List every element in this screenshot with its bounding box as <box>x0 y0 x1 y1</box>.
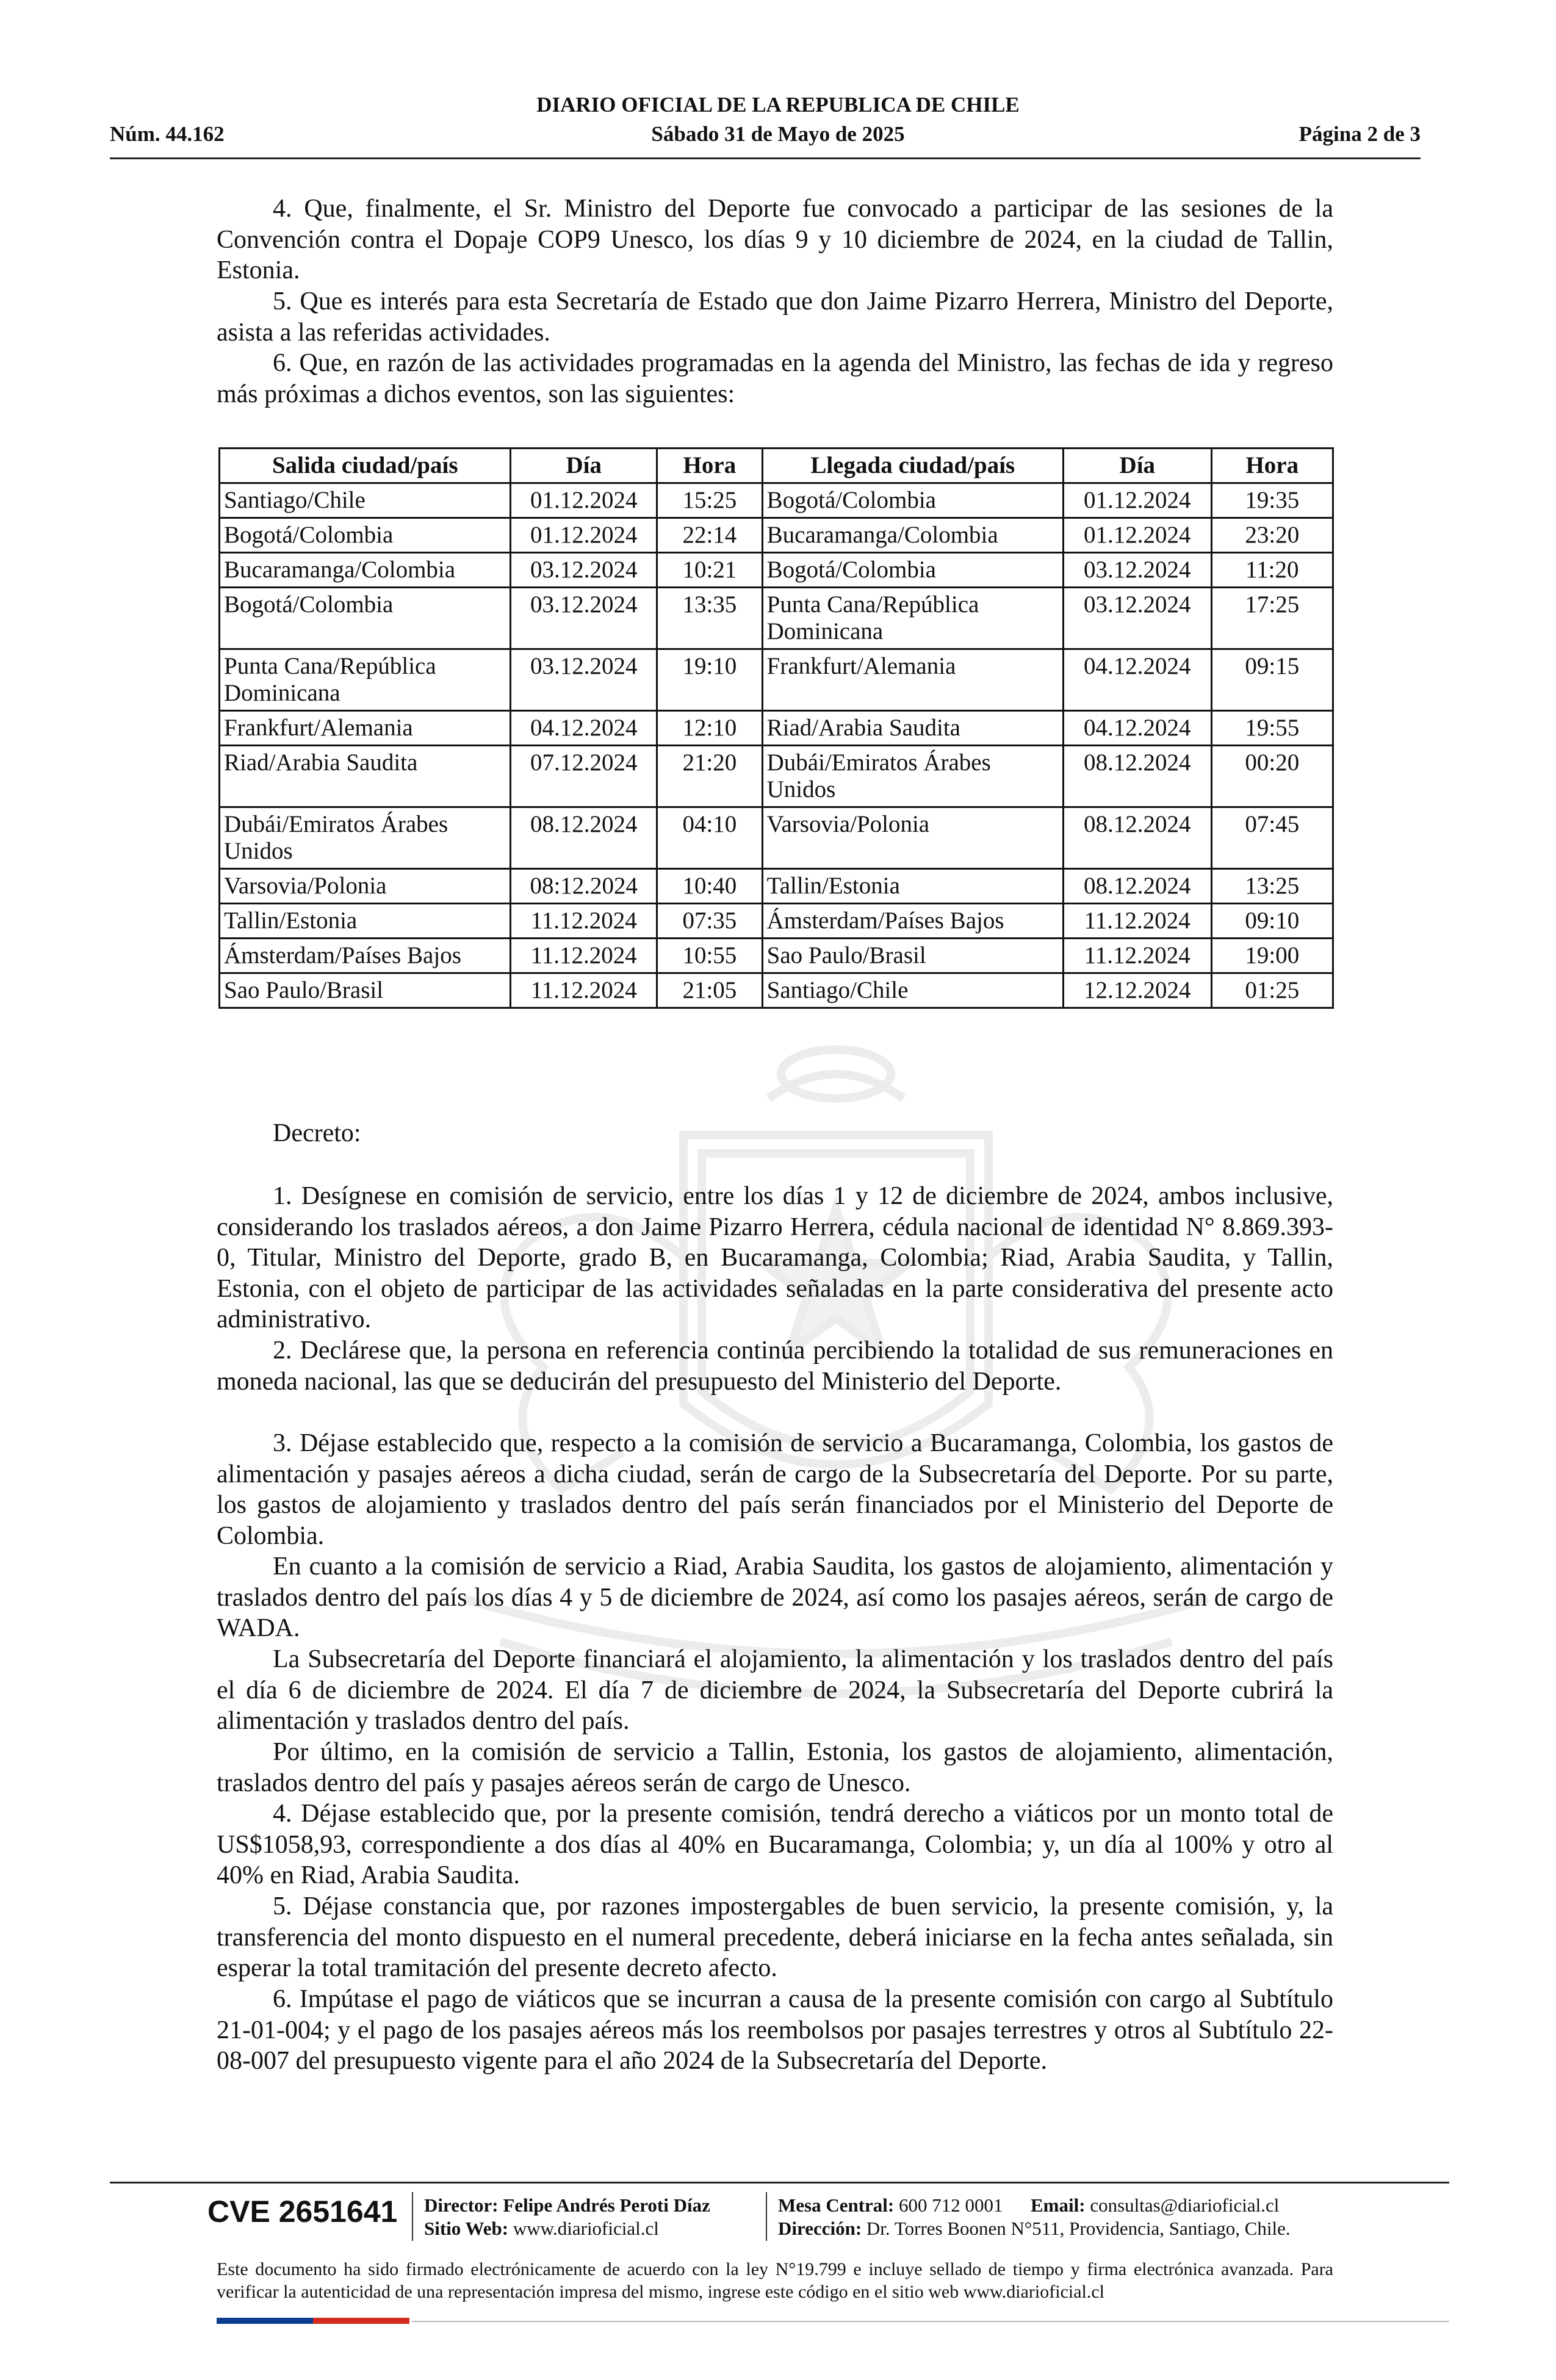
table-row <box>220 588 1333 649</box>
arrival-day: 08.12.2024 <box>1063 869 1211 904</box>
footer-separator <box>766 2192 767 2241</box>
arrival-city: Frankfurt/Alemania <box>762 649 1063 711</box>
departure-city: Santiago/Chile <box>220 483 511 518</box>
arrival-time: 09:10 <box>1211 904 1333 939</box>
arrival-city: Ámsterdam/Países Bajos <box>762 904 1063 939</box>
arrival-time: 09:15 <box>1211 649 1333 711</box>
departure-day: 03.12.2024 <box>511 649 657 711</box>
departure-time: 19:10 <box>657 649 763 711</box>
departure-day: 04.12.2024 <box>511 711 657 746</box>
departure-day: 11.12.2024 <box>511 939 657 973</box>
departure-day: 11.12.2024 <box>511 904 657 939</box>
departure-time: 13:35 <box>657 588 763 649</box>
departure-city: Varsovia/Polonia <box>220 869 511 904</box>
arrival-time: 13:25 <box>1211 869 1333 904</box>
gazette-title: DIARIO OFICIAL DE LA REPUBLICA DE CHILE <box>536 93 1020 117</box>
departure-time: 15:25 <box>657 483 763 518</box>
departure-city: Frankfurt/Alemania <box>220 711 511 746</box>
arrival-time: 07:45 <box>1211 807 1333 869</box>
paragraph-considerando-6: 6. Que, en razón de las actividades programadas en la agenda del Ministro, las fechas de ida y regreso más próximas a dichos eventos, son las siguientes: <box>217 349 1333 408</box>
paragraph-decreto-3-riad: En cuanto a la comisión de servicio a Riad, Arabia Saudita, los gastos de alojamiento, alimentación y traslados dentro del país los días 4 y 5 de diciembre de 2024, así como los pasajes aéreos, serán de cargo de WADA. <box>217 1552 1333 1642</box>
table-header-row <box>220 449 1333 483</box>
table-row <box>220 711 1333 746</box>
departure-time: 04:10 <box>657 807 763 869</box>
arrival-day: 08.12.2024 <box>1063 746 1211 807</box>
arrival-city: Bogotá/Colombia <box>762 553 1063 588</box>
email-label: Email: <box>1031 2194 1086 2216</box>
table-row <box>220 518 1333 553</box>
header-divider <box>110 157 1421 159</box>
website-link[interactable]: www.diarioficial.cl <box>513 2218 659 2239</box>
paragraph-considerando-4: 4. Que, finalmente, el Sr. Ministro del Deporte fue convocado a participar de las sesiones de la Convención contra el Dopaje COP9 Unesco, los días 9 y 10 diciembre de 2024, en la ciudad de Tallin, Estonia. <box>217 195 1333 284</box>
arrival-time: 19:35 <box>1211 483 1333 518</box>
arrival-day: 11.12.2024 <box>1063 904 1211 939</box>
header-arrival-city: Llegada ciudad/país <box>762 449 1063 483</box>
decreto-heading: Decreto: <box>273 1119 361 1147</box>
paragraph-decreto-4: 4. Déjase establecido que, por la presente comisión, tendrá derecho a viáticos por un monto total de US$1058,93, correspondiente a dos días al 40% en Bucaramanga, Colombia; y, un día al 100% y otro al 40% en Riad, Arabia Saudita. <box>217 1800 1333 1889</box>
arrival-day: 04.12.2024 <box>1063 711 1211 746</box>
paragraph-decreto-1: 1. Desígnese en comisión de servicio, entre los días 1 y 12 de diciembre de 2024, ambos inclusive, considerando los traslados aéreos, a don Jaime Pizarro Herrera, cédula nacional de identidad N° 8.869.393-0, Titular, Ministro del Deporte, grado B, en Bucaramanga, Colombia; Riad, Arabia Saudita, y Tallin, Estonia, con el objeto de participar de las actividades señaladas en la parte considerativa del presente acto administrativo. <box>217 1182 1333 1333</box>
paragraph-decreto-5: 5. Déjase constancia que, por razones impostergables de buen servicio, la presente comisión, y, la transferencia del monto dispuesto en el numeral precedente, deberá iniciarse en la fecha antes señalada, sin esperar la total tramitación del presente decreto afecto. <box>217 1892 1333 1982</box>
arrival-city: Dubái/Emiratos Árabes Unidos <box>762 746 1063 807</box>
table-row <box>220 483 1333 518</box>
paragraph-decreto-3-subsecretaria: La Subsecretaría del Deporte financiará el alojamiento, la alimentación y los traslados dentro del país el día 6 de diciembre de 2024. El día 7 de diciembre de 2024, la Subsecretaría del Deporte cubrirá la alimentación y traslados dentro del país. <box>217 1645 1333 1735</box>
signature-note: Este documento ha sido firmado electrónicamente de acuerdo con la ley N°19.799 e incluye sellado de tiempo y firma electrónica avanzada. Para verificar la autenticidad de una representación impresa del mismo, ingrese este código en el sitio web www.diarioficial.cl <box>217 2259 1333 2302</box>
arrival-time: 19:55 <box>1211 711 1333 746</box>
paragraph-decreto-6: 6. Impútase el pago de viáticos que se incurran a causa de la presente comisión con cargo al Subtítulo 21-01-004; y el pago de los pasajes aéreos más los reembolsos por pasajes terrestres y otros al Subtítulo 22-08-007 del presupuesto vigente para el año 2024 de la Subsecretaría del Deporte. <box>217 1985 1333 2075</box>
issue-date: Sábado 31 de Mayo de 2025 <box>651 122 905 146</box>
mesa-phone: 600 712 0001 <box>899 2194 1003 2216</box>
departure-day: 08:12.2024 <box>511 869 657 904</box>
departure-time: 22:14 <box>657 518 763 553</box>
departure-time: 12:10 <box>657 711 763 746</box>
email-link[interactable]: consultas@diarioficial.cl <box>1090 2194 1280 2216</box>
arrival-day: 01.12.2024 <box>1063 483 1211 518</box>
arrival-city: Punta Cana/República Dominicana <box>762 588 1063 649</box>
header-departure-time: Hora <box>657 449 763 483</box>
arrival-time: 00:20 <box>1211 746 1333 807</box>
departure-time: 10:55 <box>657 939 763 973</box>
departure-day: 07.12.2024 <box>511 746 657 807</box>
departure-city: Bucaramanga/Colombia <box>220 553 511 588</box>
arrival-time: 01:25 <box>1211 973 1333 1008</box>
departure-city: Riad/Arabia Saudita <box>220 746 511 807</box>
header-arrival-day: Día <box>1063 449 1211 483</box>
departure-day: 03.12.2024 <box>511 553 657 588</box>
departure-time: 10:21 <box>657 553 763 588</box>
footer-separator <box>412 2192 413 2241</box>
director-label: Director: <box>424 2194 499 2216</box>
mesa-label: Mesa Central: <box>778 2194 895 2216</box>
arrival-day: 03.12.2024 <box>1063 553 1211 588</box>
header-departure-day: Día <box>511 449 657 483</box>
arrival-city: Bogotá/Colombia <box>762 483 1063 518</box>
cve-code: CVE 2651641 <box>207 2194 398 2229</box>
paragraph-decreto-3-tallin: Por último, en la comisión de servicio a Tallin, Estonia, los gastos de alojamiento, alimentación, traslados dentro del país y pasajes aéreos serán de cargo de Unesco. <box>217 1738 1333 1797</box>
arrival-day: 04.12.2024 <box>1063 649 1211 711</box>
departure-city: Bogotá/Colombia <box>220 518 511 553</box>
table-row <box>220 904 1333 939</box>
flag-bar-blue <box>217 2318 313 2324</box>
table-row <box>220 807 1333 869</box>
table-row <box>220 746 1333 807</box>
website-label: Sitio Web: <box>424 2218 509 2239</box>
arrival-city: Santiago/Chile <box>762 973 1063 1008</box>
departure-day: 01.12.2024 <box>511 518 657 553</box>
departure-time: 07:35 <box>657 904 763 939</box>
paragraph-decreto-2: 2. Declárese que, la persona en referencia continúa percibiendo la totalidad de sus remuneraciones en moneda nacional, las que se deducirán del presupuesto del Ministerio del Deporte. <box>217 1336 1333 1396</box>
table-row <box>220 869 1333 904</box>
footer-website <box>424 2217 659 2240</box>
arrival-time: 11:20 <box>1211 553 1333 588</box>
arrival-time: 17:25 <box>1211 588 1333 649</box>
arrival-city: Varsovia/Polonia <box>762 807 1063 869</box>
itinerary-table <box>218 447 1334 1009</box>
arrival-day: 08.12.2024 <box>1063 807 1211 869</box>
director-name: Felipe Andrés Peroti Díaz <box>503 2194 710 2216</box>
flag-bar-red <box>313 2318 409 2324</box>
departure-city: Tallin/Estonia <box>220 904 511 939</box>
departure-day: 11.12.2024 <box>511 973 657 1008</box>
departure-day: 03.12.2024 <box>511 588 657 649</box>
departure-time: 21:20 <box>657 746 763 807</box>
departure-time: 21:05 <box>657 973 763 1008</box>
departure-time: 10:40 <box>657 869 763 904</box>
departure-city: Ámsterdam/Países Bajos <box>220 939 511 973</box>
departure-day: 08.12.2024 <box>511 807 657 869</box>
arrival-day: 11.12.2024 <box>1063 939 1211 973</box>
paragraph-decreto-3: 3. Déjase establecido que, respecto a la comisión de servicio a Bucaramanga, Colombia, los gastos de alimentación y pasajes aéreos a dicha ciudad, serán de cargo de la Subsecretaría del Deporte. Por su parte, los gastos de alojamiento y traslados dentro del país serán financiados por el Ministerio del Deporte de Colombia. <box>217 1429 1333 1550</box>
table-row <box>220 649 1333 711</box>
arrival-time: 19:00 <box>1211 939 1333 973</box>
departure-day: 01.12.2024 <box>511 483 657 518</box>
footer-address <box>778 2217 1291 2240</box>
table-row <box>220 939 1333 973</box>
arrival-city: Tallin/Estonia <box>762 869 1063 904</box>
header-arrival-time: Hora <box>1211 449 1333 483</box>
arrival-city: Bucaramanga/Colombia <box>762 518 1063 553</box>
page-number: Página 2 de 3 <box>1298 122 1421 146</box>
footer-director <box>424 2194 710 2217</box>
arrival-city: Sao Paulo/Brasil <box>762 939 1063 973</box>
arrival-day: 12.12.2024 <box>1063 973 1211 1008</box>
address-text: Dr. Torres Boonen N°511, Providencia, Santiago, Chile. <box>866 2218 1291 2239</box>
departure-city: Punta Cana/República Dominicana <box>220 649 511 711</box>
arrival-time: 23:20 <box>1211 518 1333 553</box>
arrival-day: 01.12.2024 <box>1063 518 1211 553</box>
footer-divider <box>110 2182 1449 2183</box>
arrival-day: 03.12.2024 <box>1063 588 1211 649</box>
departure-city: Dubái/Emiratos Árabes Unidos <box>220 807 511 869</box>
departure-city: Bogotá/Colombia <box>220 588 511 649</box>
footer-contact <box>778 2194 1279 2217</box>
paragraph-considerando-5: 5. Que es interés para esta Secretaría de Estado que don Jaime Pizarro Herrera, Ministro del Deporte, asista a las referidas actividades. <box>217 287 1333 347</box>
departure-city: Sao Paulo/Brasil <box>220 973 511 1008</box>
address-label: Dirección: <box>778 2218 862 2239</box>
table-row <box>220 973 1333 1008</box>
issue-number: Núm. 44.162 <box>110 122 225 146</box>
header-departure-city: Salida ciudad/país <box>220 449 511 483</box>
footer-bottom-rule <box>412 2321 1449 2322</box>
arrival-city: Riad/Arabia Saudita <box>762 711 1063 746</box>
table-row <box>220 553 1333 588</box>
